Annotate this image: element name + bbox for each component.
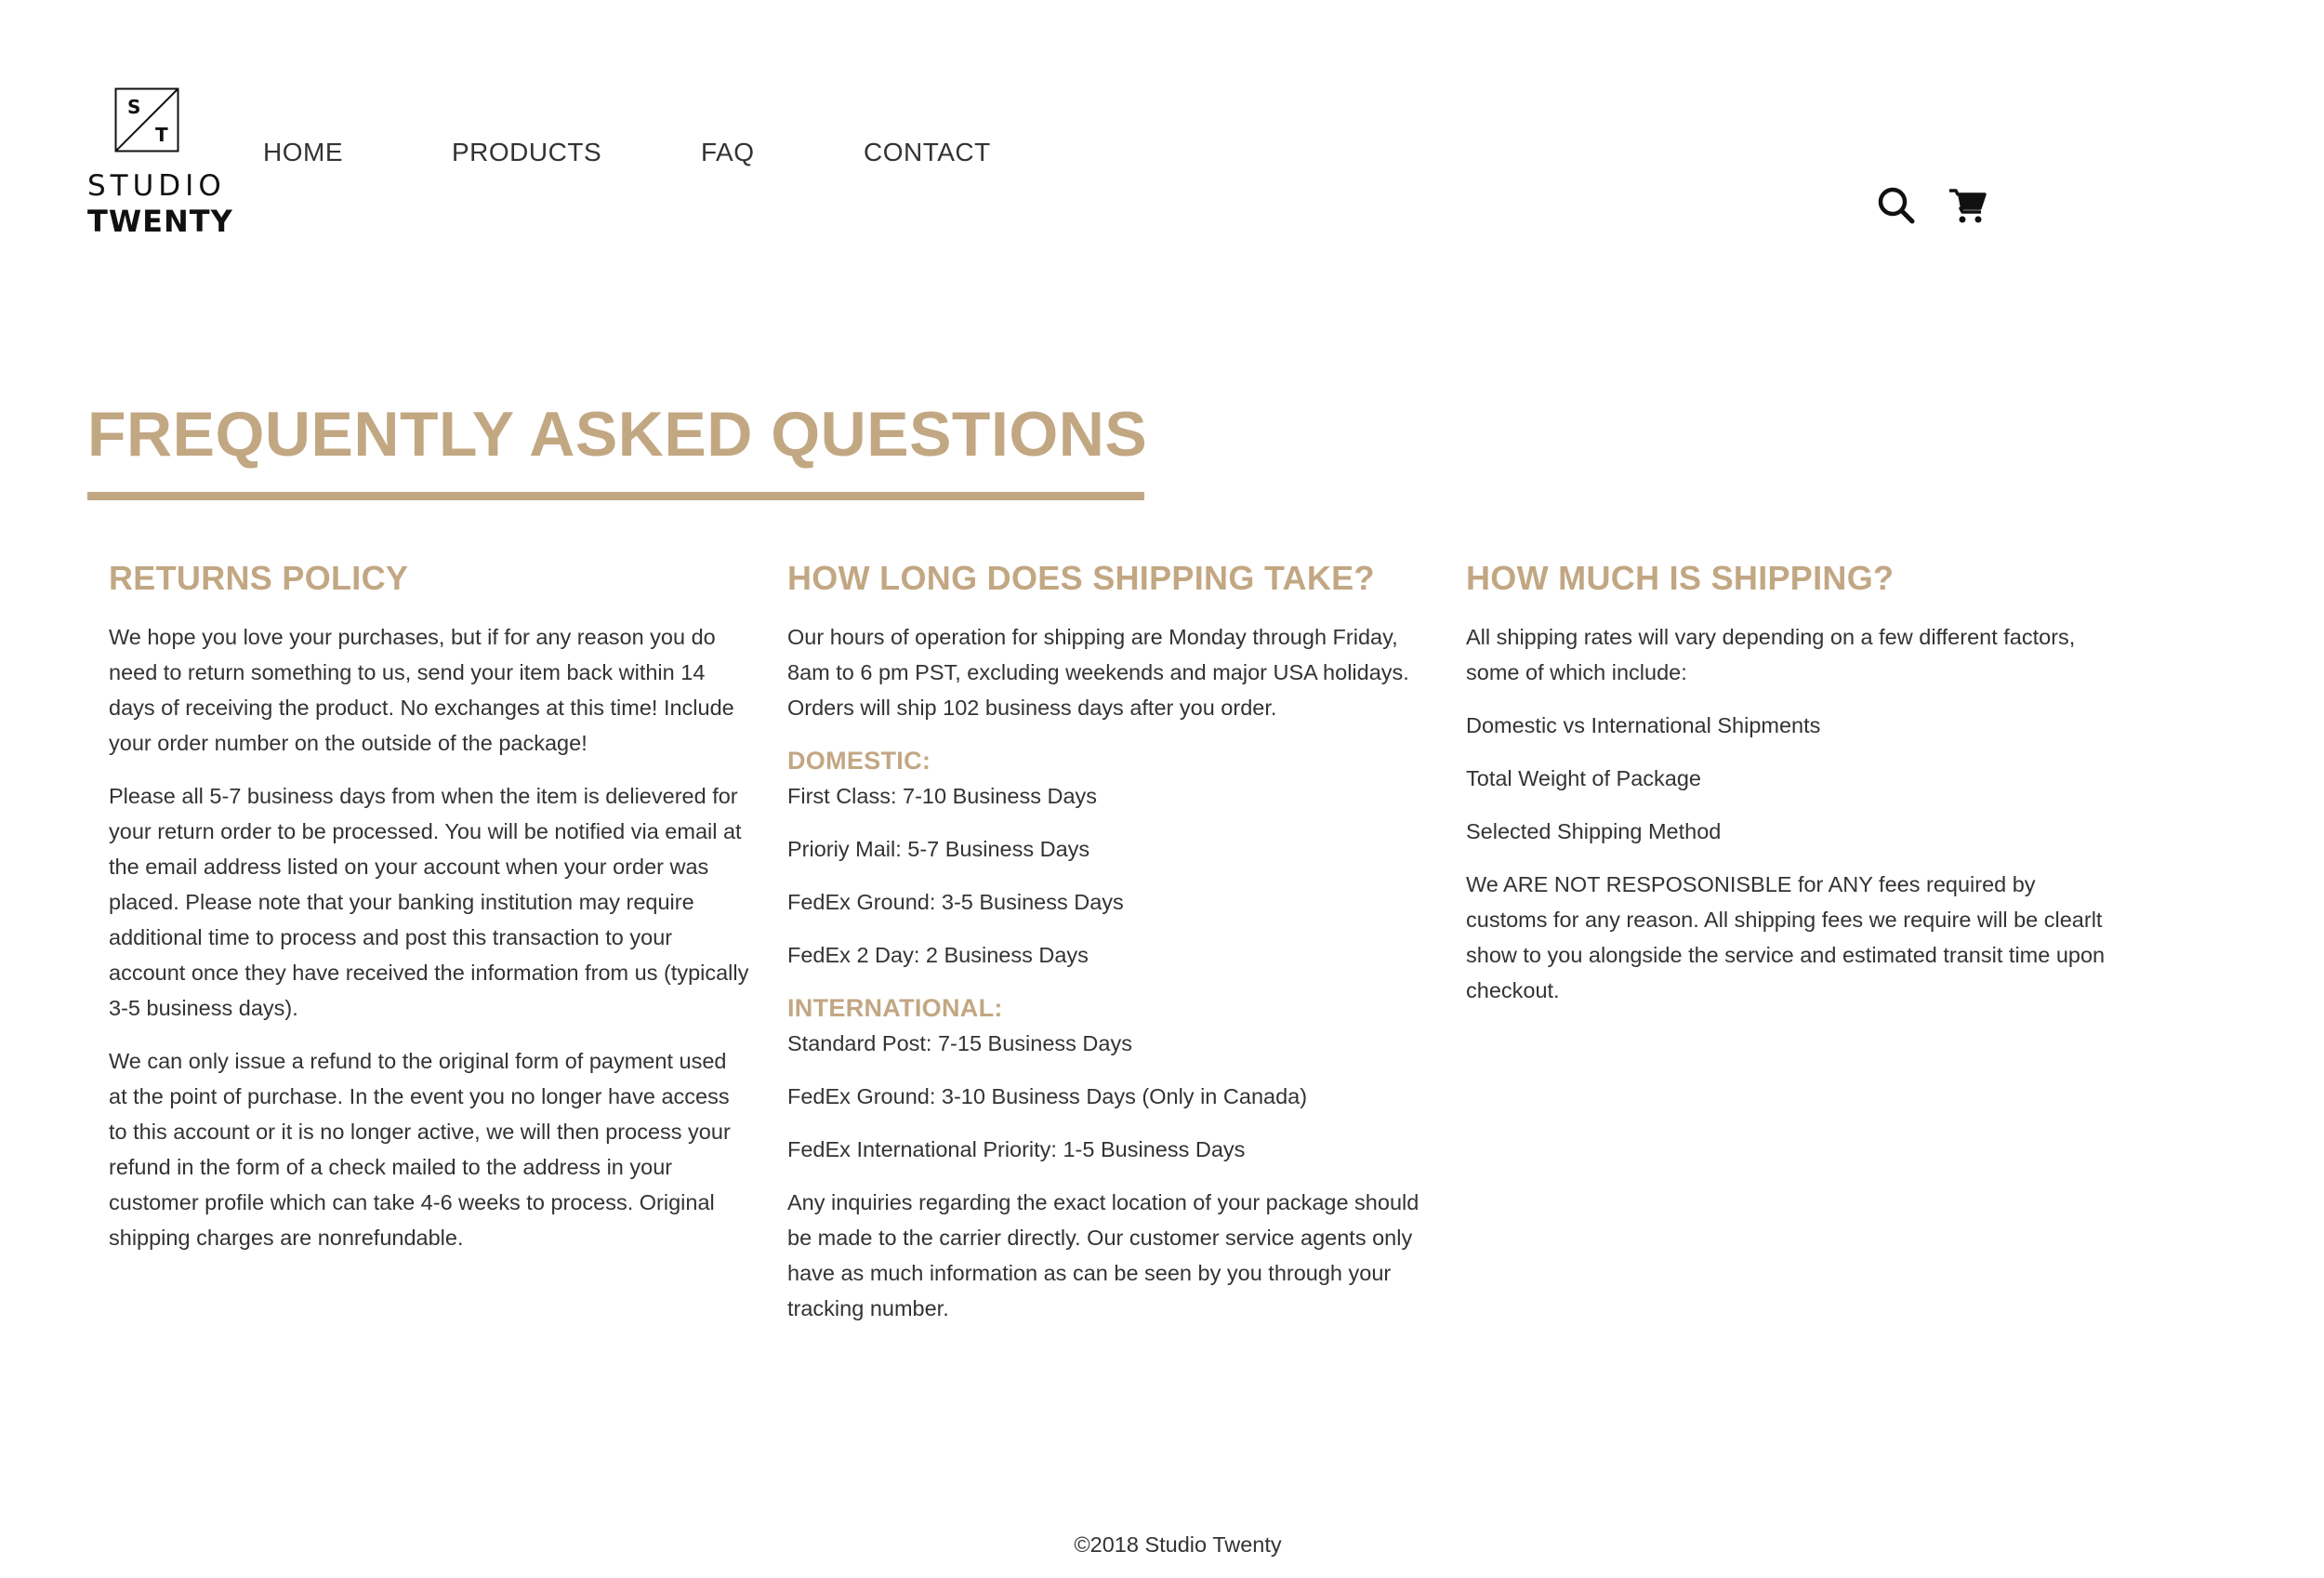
nav-faq-link[interactable]: FAQ — [701, 138, 755, 166]
shipping-cost-section — [1466, 554, 2107, 1026]
shipping-factor: Total Weight of Package — [1466, 766, 1701, 790]
logo-studio-text: STUDIO — [87, 169, 226, 203]
shipping-time-outro: Any inquiries regarding the exact location of your package should be made to the carrier directly. Our customer service agents only have as much information as can be seen by you through your tracking number. — [787, 1190, 1419, 1320]
domestic-heading: DOMESTIC: — [787, 747, 931, 775]
cart-icon[interactable] — [1948, 185, 1988, 226]
header-icons — [1876, 185, 2006, 232]
returns-paragraph: We can only issue a refund to the original form of payment used at the point of purchase. In the event you no longer have access to this account or it is no longer active, we will then process your refund in the form of a check mailed to the address in your customer profile which can take 4-6 weeks to process. Original shipping charges are nonrefundable. — [109, 1049, 731, 1250]
returns-policy-section — [109, 554, 750, 1273]
footer-copyright: ©2018 Studio Twenty — [1074, 1532, 1282, 1557]
nav-home-link[interactable]: HOME — [263, 138, 343, 166]
nav-contact-link[interactable]: CONTACT — [864, 138, 991, 166]
domestic-option: Prioriy Mail: 5-7 Business Days — [787, 837, 1090, 861]
logo-mark-icon — [114, 87, 179, 152]
shipping-factor: Selected Shipping Method — [1466, 819, 1722, 843]
logo-mark-bottom: T — [155, 124, 168, 146]
logo-mark-top: S — [127, 96, 141, 118]
international-heading: INTERNATIONAL: — [787, 994, 1003, 1022]
international-option: FedEx International Priority: 1-5 Business Days — [787, 1137, 1246, 1161]
search-icon[interactable] — [1876, 185, 1917, 226]
shipping-cost-heading: HOW MUCH IS SHIPPING? — [1466, 559, 1895, 597]
international-option: Standard Post: 7-15 Business Days — [787, 1031, 1132, 1055]
page-title: FREQUENTLY ASKED QUESTIONS — [87, 399, 1148, 470]
domestic-option: FedEx Ground: 3-5 Business Days — [787, 890, 1124, 914]
domestic-option: First Class: 7-10 Business Days — [787, 784, 1098, 808]
logo[interactable] — [87, 87, 233, 245]
returns-paragraph: We hope you love your purchases, but if for any reason you do need to return something to us, send your item back within 14 days of receiving the product. No exchanges at this time! Include your order number on the outside of the package! — [109, 625, 734, 755]
shipping-time-intro: Our hours of operation for shipping are Monday through Friday, 8am to 6 pm PST, excluding weekends and major USA holidays. Orders will ship 102 business days after you order. — [787, 625, 1409, 720]
nav-products-link[interactable]: PRODUCTS — [452, 138, 602, 166]
shipping-time-heading: HOW LONG DOES SHIPPING TAKE? — [787, 559, 1375, 597]
shipping-cost-intro: All shipping rates will vary depending on a few different factors, some of which include: — [1466, 625, 2076, 684]
domestic-option: FedEx 2 Day: 2 Business Days — [787, 943, 1089, 967]
returns-heading: RETURNS POLICY — [109, 559, 409, 597]
shipping-cost-note: We ARE NOT RESPOSONISBLE for ANY fees required by customs for any reason. All shipping fees we require will be clearlt show to you alongside the service and estimated transit time upon checkout. — [1466, 872, 2106, 1002]
shipping-time-section — [787, 554, 1429, 1344]
logo-twenty-text: TWENTY — [87, 204, 233, 239]
title-underline — [87, 492, 1144, 500]
returns-paragraph: Please all 5-7 business days from when the item is delievered for your return order to be processed. You will be notified via email at the email address listed on your account when your order was placed. Please note that your banking institution may require additional time to process and post this transaction to your account once they have received the information from us (typically 3-5 business days). — [109, 784, 749, 1020]
international-option: FedEx Ground: 3-10 Business Days (Only in Canada) — [787, 1084, 1308, 1108]
shipping-factor: Domestic vs International Shipments — [1466, 713, 1821, 737]
